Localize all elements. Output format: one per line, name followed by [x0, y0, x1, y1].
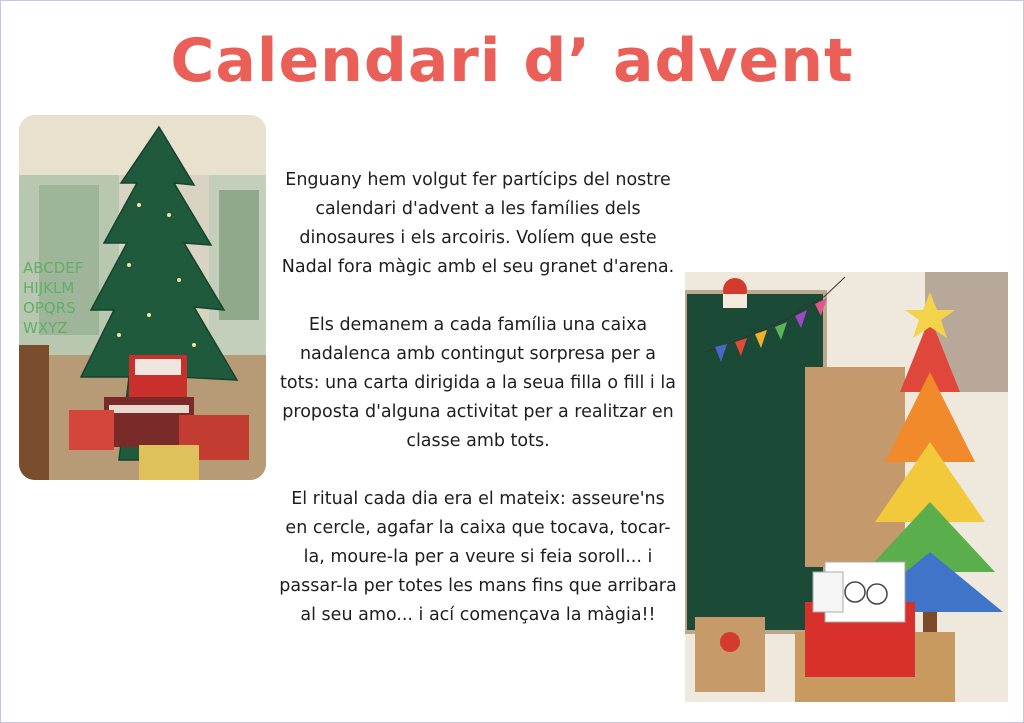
photo-green-tree [19, 115, 266, 480]
svg-text:HIJKLM: HIJKLM [23, 279, 75, 297]
paragraph-boxes: Els demanem a cada família una caixa nadalenca amb contingut sorpresa per a tots: una carta dirigida a la seua filla o fill i la proposta d'alguna activitat per a realitzar en classe amb tots. [280, 315, 676, 451]
svg-text:WXYZ: WXYZ [23, 319, 68, 337]
paragraph-intro: Enguany hem volgut fer partícips del nostre calendari d'advent a les famílies dels dinosaures i els arcoiris. Volíem que este Nadal fora màgic amb el seu granet d'arena. [281, 170, 675, 277]
svg-text:OPQRS: OPQRS [23, 299, 76, 317]
page-title: Calendari d’ advent [170, 26, 854, 96]
body-text [278, 166, 678, 630]
paragraph-ritual: El ritual cada dia era el mateix: asseure'ns en cercle, agafar la caixa que tocava, tocar-la, moure-la per a veure si feia soroll... i passar-la per totes les mans fins que arribara al seu amo... i ací començava la màgia!! [279, 489, 677, 625]
svg-text:ABCDEF: ABCDEF [23, 259, 84, 277]
photo-rainbow-tree [685, 272, 1008, 702]
